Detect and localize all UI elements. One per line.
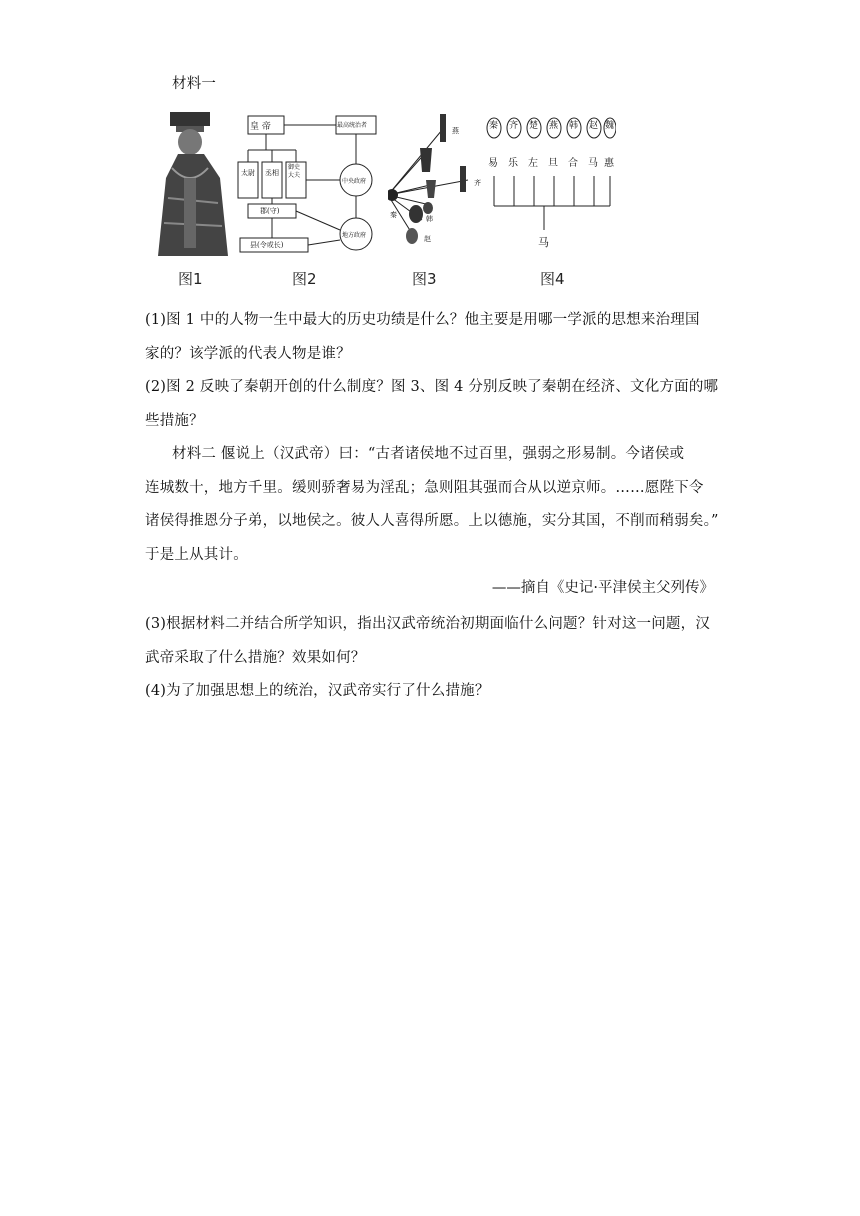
- jun-label: 郡(守): [260, 207, 280, 215]
- figure3-label: 图3: [412, 270, 437, 288]
- yushi-label: 御史大夫: [288, 164, 301, 179]
- question2-line1: (2)图 2 反映了秦朝开创的什么制度？图 3、图 4 分别反映了秦朝在经济、文化方面的哪: [145, 379, 719, 395]
- figure2-government-diagram: [236, 110, 386, 260]
- figure3-coins-diagram: [388, 110, 499, 258]
- fig4-top-char: 韩: [569, 121, 579, 131]
- central-gov-label: 中央政府: [342, 178, 367, 185]
- material2-line2: 连城数十，地方千里。缓则骄奢易为淫乱；急则阻其强而合从以逆京师。……愿陛下令: [145, 480, 704, 496]
- material2-line4: 于是上从其计。: [145, 547, 248, 563]
- fig4-mid-char: 乐: [508, 158, 518, 169]
- fig4-top-char: 秦: [489, 121, 499, 131]
- emperor-box-label: 皇 帝: [250, 122, 271, 132]
- supreme-ruler-label: 最高统治者: [337, 122, 368, 129]
- fig4-mid-char: 惠: [604, 158, 614, 169]
- coin-label-bottom1: 韩: [426, 215, 433, 223]
- fig4-top-char: 齐: [509, 121, 519, 131]
- figure1-emperor-portrait: [148, 108, 238, 258]
- fig4-mid-char: 马: [588, 158, 598, 169]
- material2-line3: 诸侯得推恩分子弟，以地侯之。彼人人喜得所愿。上以德施，实分其国，不削而稍弱矣。”: [145, 513, 719, 529]
- taiwei-label: 太尉: [241, 169, 255, 177]
- figure4-script-diagram: [484, 114, 616, 260]
- local-gov-label: 地方政府: [342, 232, 367, 239]
- fig4-mid-char: 左: [528, 158, 538, 169]
- figure4-label: 图4: [540, 270, 565, 288]
- question1-line2: 家的？该学派的代表人物是谁？: [145, 346, 351, 362]
- chengxiang-label: 丞相: [265, 169, 279, 177]
- material1-title: 材料一: [172, 76, 217, 92]
- question3-line2: 武帝采取了什么措施？效果如何？: [145, 650, 366, 666]
- fig4-mid-char: 旦: [548, 158, 558, 169]
- coin-label-left: 秦: [390, 211, 397, 219]
- material2-source: ——摘自《史记·平津侯主父列传》: [491, 580, 714, 596]
- material2-line1: 材料二 偃说上（汉武帝）曰：“古者诸侯地不过百里，强弱之形易制。今诸侯或: [172, 446, 685, 462]
- emperor-portrait-image: [148, 108, 238, 258]
- question4-line1: (4)为了加强思想上的统治，汉武帝实行了什么措施？: [145, 683, 490, 699]
- figure1-label: 图1: [178, 270, 203, 288]
- coin-label-bottom2: 赵: [424, 235, 431, 243]
- fig4-top-char: 楚: [529, 121, 539, 131]
- fig4-top-char: 赵: [589, 121, 599, 131]
- question1-line1: (1)图 1 中的人物一生中最大的历史功绩是什么？他主要是用哪一学派的思想来治理国: [145, 312, 700, 328]
- xian-label: 县(令或长): [250, 241, 284, 249]
- question3-line1: (3)根据材料二并结合所学知识，指出汉武帝统治初期面临什么问题？针对这一问题，汉: [145, 616, 711, 632]
- fig4-top-char: 魏: [605, 121, 615, 131]
- coin-label-right: 齐: [474, 179, 481, 187]
- figure2-label: 图2: [292, 270, 317, 288]
- coin-label-top: 燕: [452, 127, 459, 135]
- fig4-bottom-char: 马: [538, 236, 549, 249]
- fig4-top-char: 燕: [549, 121, 559, 131]
- question2-line2: 些措施？: [145, 413, 204, 429]
- fig4-mid-char: 易: [488, 158, 498, 169]
- fig4-mid-char: 合: [568, 158, 578, 169]
